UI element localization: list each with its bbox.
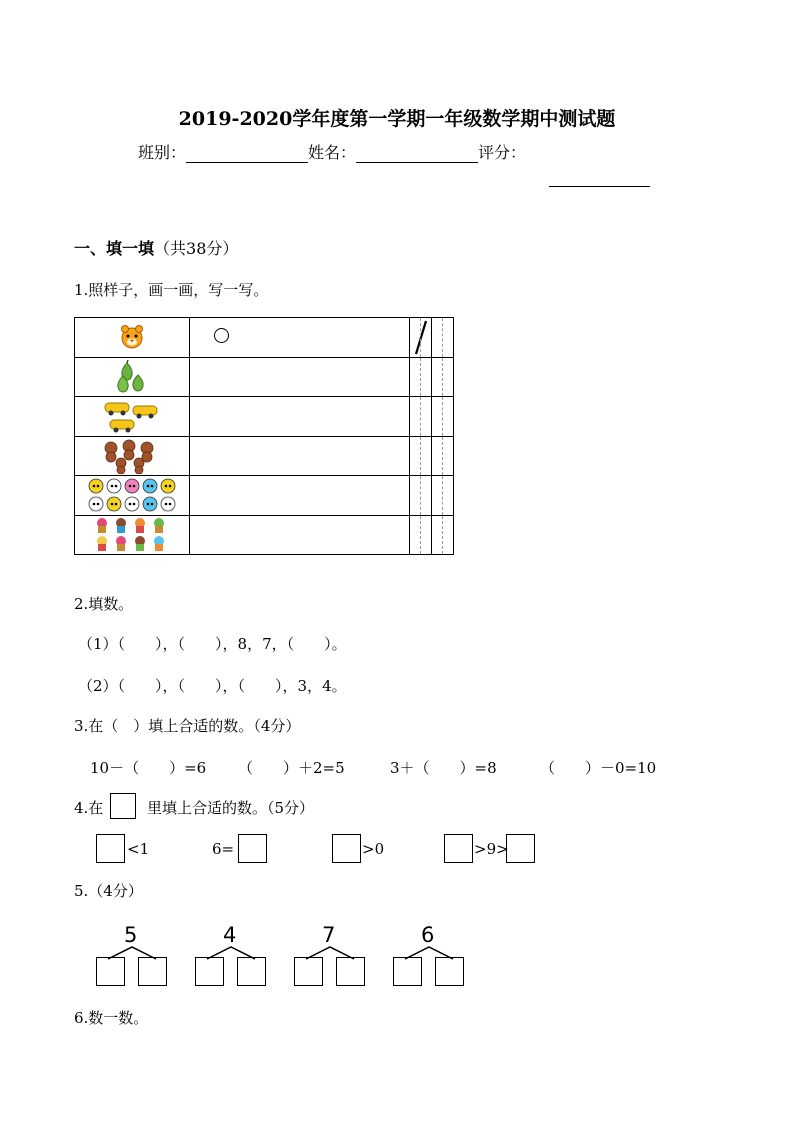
bond-part-box[interactable] <box>195 957 224 986</box>
q4-comparison-2: 6= <box>212 840 235 858</box>
class-label: 班别： <box>138 143 187 162</box>
q2-sequence-1[interactable]: （1）（ ），（ ），8，7，（ ）。 <box>78 635 347 653</box>
class-field[interactable] <box>186 146 308 163</box>
writing-cell[interactable] <box>410 357 432 397</box>
sample-circle-icon <box>214 328 229 343</box>
table-row <box>75 515 454 555</box>
table-row <box>75 357 454 397</box>
q2-sequence-2[interactable]: （2）（ ），（ ），（ ），3，4。 <box>78 677 347 695</box>
panda-buttons-icon <box>86 477 178 513</box>
teddy-bears-icon <box>101 438 163 474</box>
pears-icon <box>115 360 149 394</box>
writing-cell[interactable] <box>432 436 454 476</box>
q4-example-box <box>110 793 136 819</box>
bond-part-box[interactable] <box>138 957 167 986</box>
writing-cell[interactable] <box>432 318 454 358</box>
writing-cell[interactable] <box>410 318 432 358</box>
section-title: 一、填一填 <box>74 239 155 258</box>
q3-equation-4[interactable]: （ ）－0=10 <box>540 759 657 777</box>
drawing-cell[interactable] <box>190 515 410 555</box>
writing-cell[interactable] <box>410 476 432 516</box>
drawing-cell[interactable] <box>190 318 410 358</box>
cupcakes-icon <box>94 517 170 553</box>
picture-cell <box>75 357 190 397</box>
bond-number: 7 <box>322 923 336 947</box>
drawing-cell[interactable] <box>190 397 410 437</box>
q1-instruction: 1.照样子，画一画，写一写。 <box>74 281 269 299</box>
q6-instruction: 6.数一数。 <box>74 1009 149 1027</box>
answer-box[interactable] <box>332 834 361 863</box>
writing-cell[interactable] <box>432 357 454 397</box>
q4-instruction-start: 4.在 <box>74 799 104 817</box>
picture-cell <box>75 318 190 358</box>
score-field[interactable] <box>549 186 650 187</box>
q4-comparison-3: >0 <box>362 840 385 858</box>
student-info-line <box>138 140 526 163</box>
q2-instruction: 2.填数。 <box>74 595 134 613</box>
section-points: （共38分） <box>154 239 239 258</box>
drawing-cell[interactable] <box>190 436 410 476</box>
table-row <box>75 397 454 437</box>
writing-cell[interactable] <box>432 397 454 437</box>
q4-comparison-4: >9> <box>474 840 509 858</box>
q3-instruction: 3.在（ ）填上合适的数。（4分） <box>74 717 301 735</box>
writing-cell[interactable] <box>432 476 454 516</box>
writing-cell[interactable] <box>410 397 432 437</box>
bond-part-box[interactable] <box>294 957 323 986</box>
q5-instruction: 5.（4分） <box>74 882 143 900</box>
sample-stroke-one <box>410 318 431 356</box>
name-label: 姓名： <box>308 143 357 162</box>
bond-part-box[interactable] <box>237 957 266 986</box>
tiger-face-icon <box>119 324 145 350</box>
bond-part-box[interactable] <box>96 957 125 986</box>
page-title: 2019-2020学年度第一学期一年级数学期中测试题 <box>178 108 616 130</box>
q3-equation-1[interactable]: 10－（ ）=6 <box>90 759 207 777</box>
q4-comparison-1: <1 <box>127 840 150 858</box>
answer-box[interactable] <box>96 834 125 863</box>
answer-box[interactable] <box>444 834 473 863</box>
name-field[interactable] <box>356 146 478 163</box>
table-row <box>75 318 454 358</box>
picture-cell <box>75 515 190 555</box>
bond-number: 6 <box>421 923 435 947</box>
draw-write-table <box>74 317 454 555</box>
section-heading <box>74 236 238 259</box>
drawing-cell[interactable] <box>190 357 410 397</box>
taxi-cars-icon <box>102 398 162 434</box>
table-row <box>75 476 454 516</box>
q3-equation-2[interactable]: （ ）＋2=5 <box>238 759 345 777</box>
answer-box[interactable] <box>238 834 267 863</box>
picture-cell <box>75 476 190 516</box>
q4-instruction-end: 里填上合适的数。（5分） <box>147 799 315 817</box>
table-row <box>75 436 454 476</box>
bond-part-box[interactable] <box>336 957 365 986</box>
bond-number: 4 <box>223 923 237 947</box>
drawing-cell[interactable] <box>190 476 410 516</box>
q3-equation-3[interactable]: 3＋（ ）=8 <box>390 759 497 777</box>
writing-cell[interactable] <box>410 515 432 555</box>
picture-cell <box>75 436 190 476</box>
score-label: 评分： <box>478 143 527 162</box>
bond-part-box[interactable] <box>435 957 464 986</box>
writing-cell[interactable] <box>410 436 432 476</box>
picture-cell <box>75 397 190 437</box>
answer-box[interactable] <box>506 834 535 863</box>
bond-number: 5 <box>124 923 138 947</box>
bond-part-box[interactable] <box>393 957 422 986</box>
writing-cell[interactable] <box>432 515 454 555</box>
